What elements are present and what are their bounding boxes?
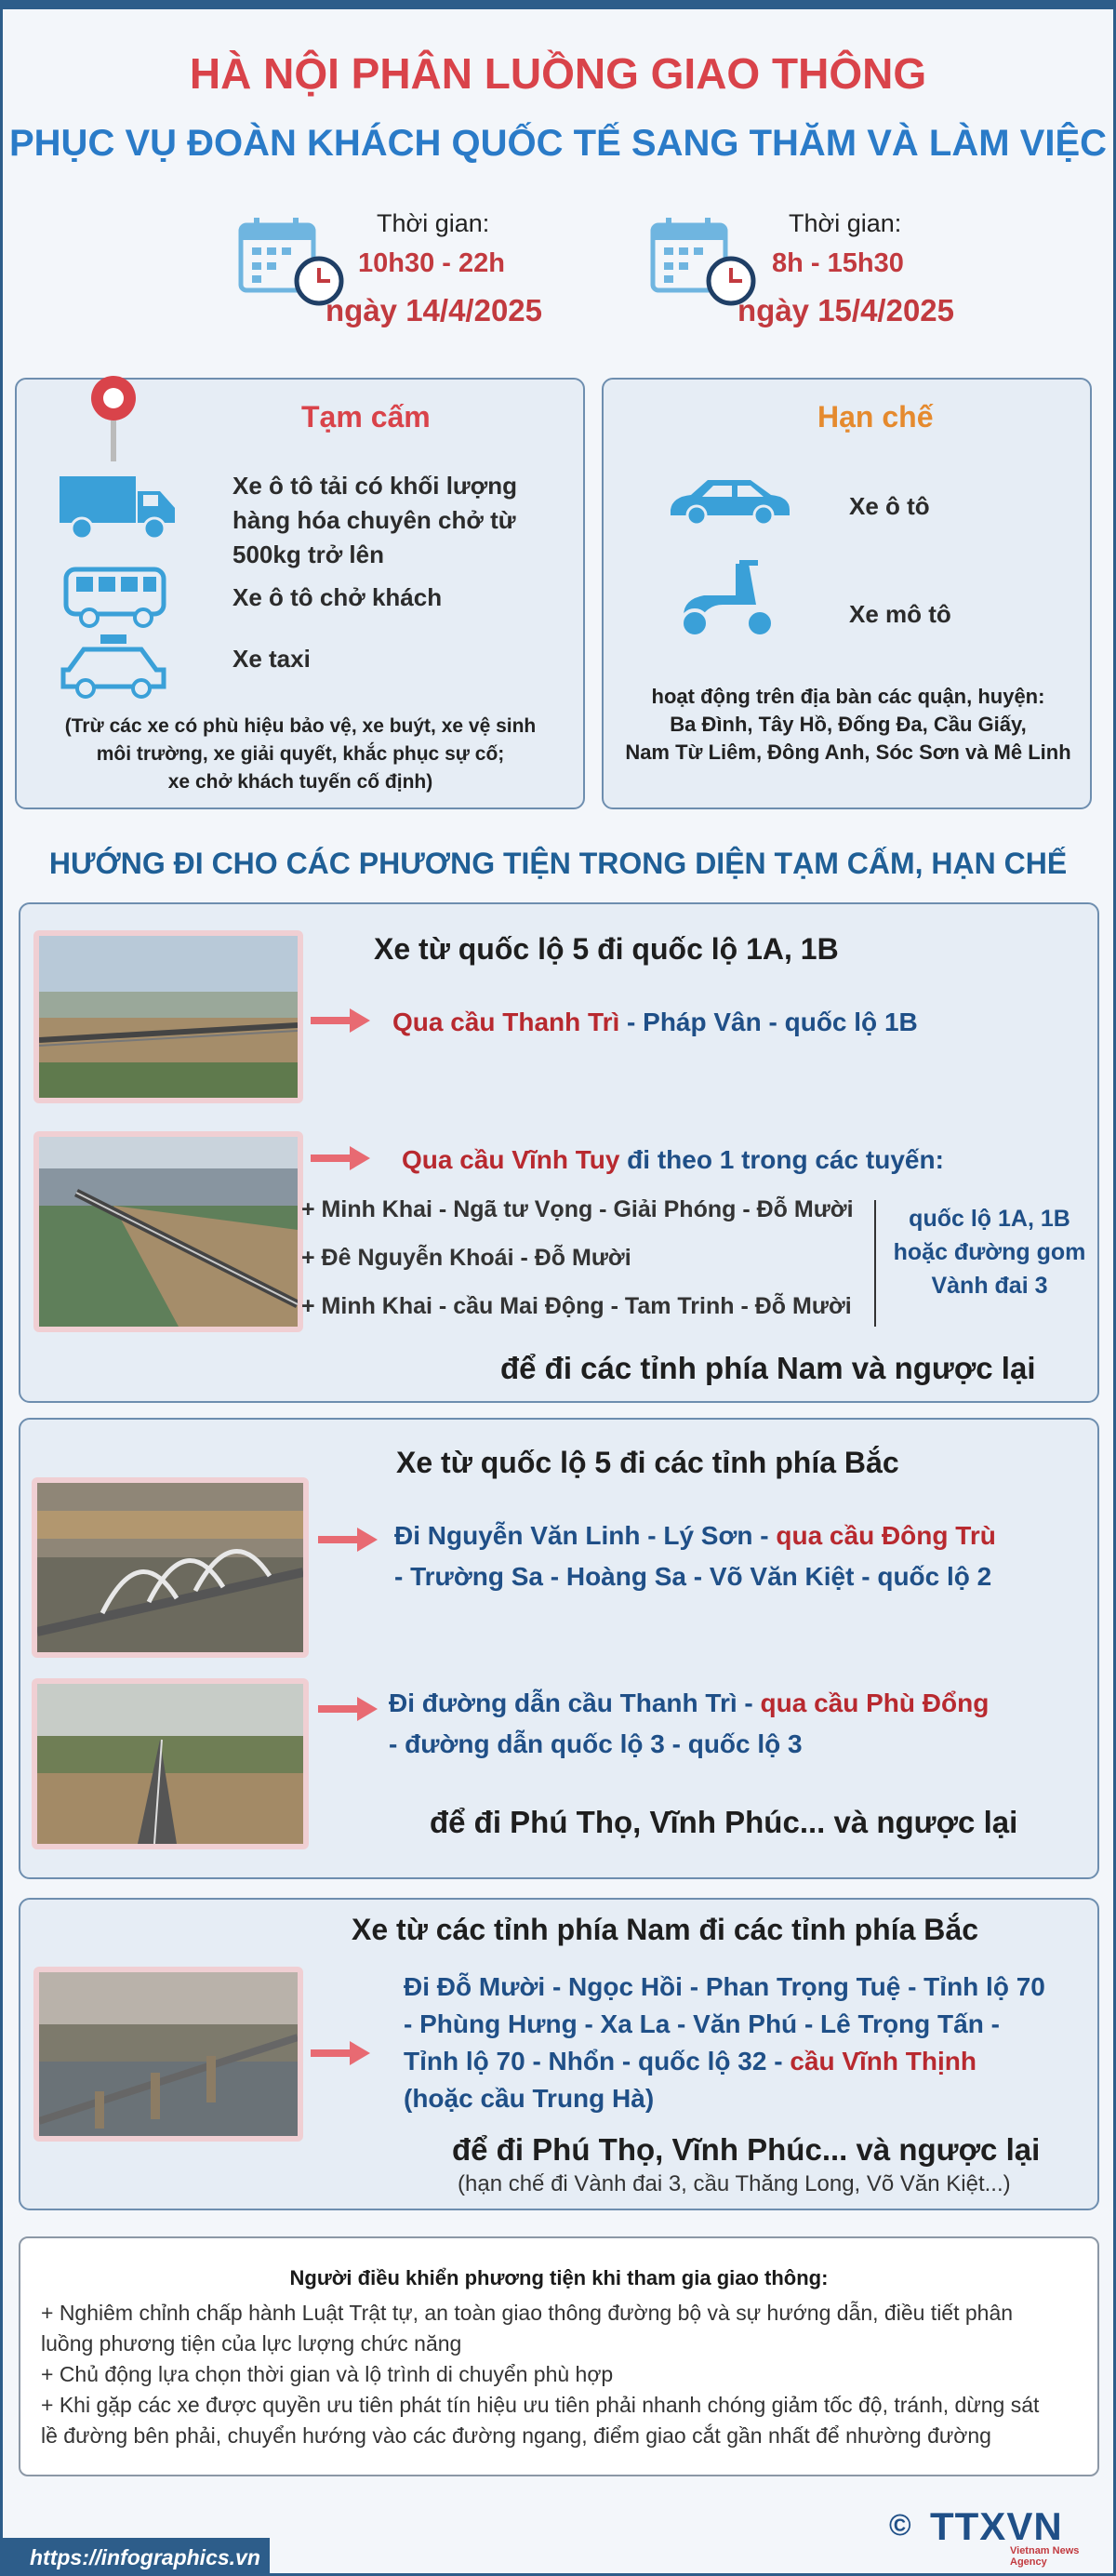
ban-item-taxi: Xe taxi: [232, 645, 311, 673]
scooter-icon: [671, 558, 782, 644]
limit-card: [602, 378, 1092, 809]
ban-title: Tạm cấm: [301, 400, 431, 434]
limit-item-car: Xe ô tô: [849, 492, 930, 520]
section-title: HƯỚNG ĐI CHO CÁC PHƯƠNG TIỆN TRONG DIỆN TẠM CẤM, HẠN CHẾ: [48, 847, 1068, 880]
route-card-3: [19, 1898, 1099, 2210]
limit-item-motorbike: Xe mô tô: [849, 600, 951, 628]
time-date-1: ngày 14/4/2025: [326, 293, 542, 327]
truck-icon: [58, 473, 179, 542]
main-title: HÀ NỘI PHÂN LUỒNG GIAO THÔNG: [189, 49, 927, 98]
route3-directions: Đi Đỗ Mười - Ngọc Hồi - Phan Trọng Tuệ - Tỉnh lộ 70 - Phùng Hưng - Xa La - Văn Phú - Lê Trọng Tấn - Tỉnh lộ 70 - Nhổn - quốc lộ 32 - cầu Vĩnh Thịnh (hoặc cầu Trung Hà): [404, 1972, 1045, 2113]
advice-line: + Nghiêm chỉnh chấp hành Luật Trật tự, an toàn giao thông đường bộ và sự hướng dẫn, điều tiết phân: [41, 2301, 1014, 2325]
arrow-icon: [309, 2039, 372, 2067]
taxi-icon: [60, 633, 171, 702]
bus-icon: [63, 564, 170, 629]
time-block-2: [649, 209, 1077, 340]
time-label-2: Thời gian:: [789, 209, 902, 237]
advice-title: Người điều khiển phương tiện khi tham gia giao thông:: [289, 2266, 829, 2289]
car-icon: [665, 473, 795, 528]
route1-line-a: Qua cầu Thanh Trì - Pháp Vân - quốc lộ 1B: [392, 1008, 918, 1036]
arrow-icon: [316, 1695, 379, 1723]
limit-title: Hạn chế: [817, 400, 934, 434]
bridge-photo-dong-tru: [32, 1477, 309, 1658]
route3-title: Xe từ các tỉnh phía Nam đi các tỉnh phía Bắc: [352, 1913, 978, 1946]
map-pin-icon: [86, 372, 141, 465]
ttxvn-logo: © TTXVN Vietnam News Agency: [889, 2504, 1080, 2568]
arrow-icon: [309, 1007, 372, 1034]
ban-card: [15, 378, 585, 809]
advice-box: [19, 2236, 1099, 2476]
route1-line-b: Qua cầu Vĩnh Tuy đi theo 1 trong các tuyến:: [402, 1145, 944, 1174]
route2-title: Xe từ quốc lộ 5 đi các tỉnh phía Bắc: [396, 1446, 899, 1479]
route2-footer: để đi Phú Thọ, Vĩnh Phúc... và ngược lại: [430, 1805, 1018, 1839]
time-date-2: ngày 15/4/2025: [737, 293, 954, 327]
ban-note: (Trừ các xe có phù hiệu bảo vệ, xe buýt, xe vệ sinh môi trường, xe giải quyết, khắc phục sự cố; xe chở khách tuyến cố định): [64, 715, 537, 793]
route2-line-b1: Đi đường dẫn cầu Thanh Trì - qua cầu Phù Đổng: [389, 1688, 990, 1717]
bridge-photo-thanh-tri: [33, 930, 303, 1103]
advice-line: luồng phương tiện của lực lượng chức năng: [41, 2331, 462, 2356]
advice-line: + Chủ động lựa chọn thời gian và lộ trình di chuyển phù hợp: [41, 2362, 614, 2386]
route2-line-b2: - đường dẫn quốc lộ 3 - quốc lộ 3: [389, 1729, 803, 1758]
route1-sub-options: + Minh Khai - Ngã tư Vọng - Giải Phóng - Đỗ Mười + Đê Nguyễn Khoái - Đỗ Mười + Minh Khai - cầu Mai Động - Tam Trinh - Đỗ Mười: [301, 1196, 854, 1319]
ban-item-bus: Xe ô tô chở khách: [232, 583, 443, 611]
time-label-1: Thời gian:: [377, 209, 490, 237]
divider: [874, 1200, 876, 1327]
advice-line: lề đường bên phải, chuyển hướng vào các đường ngang, điểm giao cắt gần nhất để nhường đường: [41, 2423, 991, 2448]
route-card-2: [19, 1418, 1099, 1879]
time-block-1: [237, 209, 665, 340]
route1-title: Xe từ quốc lộ 5 đi quốc lộ 1A, 1B: [374, 932, 839, 966]
arrow-icon: [309, 1144, 372, 1172]
source-url[interactable]: https://infographics.vn: [0, 2538, 270, 2576]
route1-footer: để đi các tỉnh phía Nam và ngược lại: [500, 1351, 1036, 1385]
bridge-photo-vinh-tuy: [33, 1131, 303, 1332]
route2-line-a1: Đi Nguyễn Văn Linh - Lý Sơn - qua cầu Đông Trù: [394, 1521, 996, 1550]
arrow-icon: [316, 1526, 379, 1554]
ban-item-truck: Xe ô tô tải có khối lượng hàng hóa chuyên chở từ 500kg trở lên: [232, 472, 517, 568]
route3-footer: để đi Phú Thọ, Vĩnh Phúc... và ngược lại: [452, 2132, 1041, 2167]
limit-note: hoạt động trên địa bàn các quận, huyện: Ba Đình, Tây Hồ, Đống Đa, Cầu Giấy, Nam Từ Liêm, Đông Anh, Sóc Sơn và Mê Linh: [625, 685, 1071, 764]
route1-destination: quốc lộ 1A, 1B hoặc đường gom Vành đai 3: [893, 1206, 1086, 1299]
time-hours-2: 8h - 15h30: [772, 248, 904, 278]
bridge-photo-phu-dong: [32, 1678, 309, 1849]
main-subtitle: PHỤC VỤ ĐOÀN KHÁCH QUỐC TẾ SANG THĂM VÀ LÀM VIỆC: [8, 123, 1108, 164]
route-card-1: [19, 902, 1099, 1403]
bridge-photo-vinh-thinh: [33, 1967, 303, 2142]
route3-footnote: (hạn chế đi Vành đai 3, cầu Thăng Long, Võ Văn Kiệt...): [458, 2171, 1011, 2196]
advice-line: + Khi gặp các xe được quyền ưu tiên phát tín hiệu ưu tiên phải nhanh chóng giảm tốc độ, tránh, dừng sát: [41, 2393, 1040, 2417]
route2-line-a2: - Trường Sa - Hoàng Sa - Võ Văn Kiệt - quốc lộ 2: [394, 1562, 992, 1591]
time-hours-1: 10h30 - 22h: [358, 248, 505, 278]
